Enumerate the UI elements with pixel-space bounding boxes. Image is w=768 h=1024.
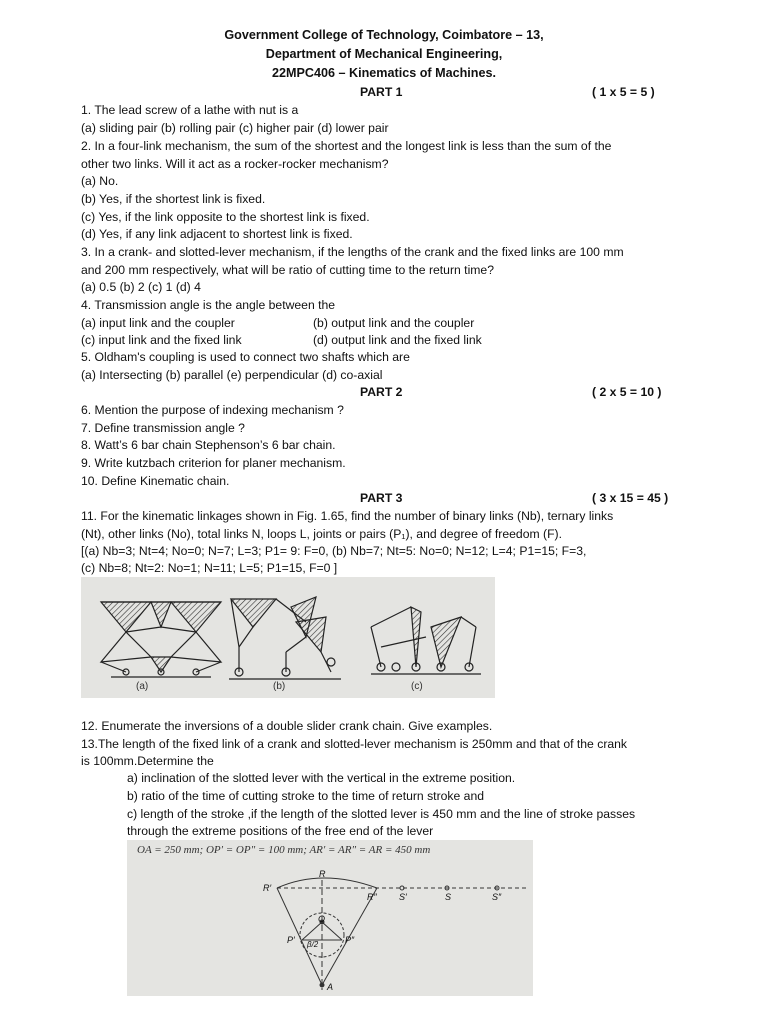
q4-option-c: (c) input link and the fixed link <box>81 333 242 347</box>
q2-option-c: (c) Yes, if the link opposite to the shortest link is fixed. <box>81 210 370 224</box>
q13-text-1: 13.The length of the fixed link of a crank and slotted-lever mechanism is 250mm and that of the crank <box>81 737 628 751</box>
q13-text-2: is 100mm.Determine the <box>81 754 214 768</box>
slotted-lever-figure <box>127 840 533 996</box>
q2-option-d: (d) Yes, if any link adjacent to shortest link is fixed. <box>81 227 353 241</box>
linkage-figure <box>81 577 495 698</box>
q8-text: 8. Watt’s 6 bar chain Stephenson’s 6 bar chain. <box>81 438 336 452</box>
q6-text: 6. Mention the purpose of indexing mechanism ? <box>81 403 344 417</box>
label-S-double-prime: S″ <box>492 892 502 902</box>
q10-text: 10. Define Kinematic chain. <box>81 474 230 488</box>
figure-label-a: (a) <box>136 681 149 692</box>
q5-text: 5. Oldham's coupling is used to connect two shafts which are <box>81 350 410 364</box>
q12-text: 12. Enumerate the inversions of a double slider crank chain. Give examples. <box>81 719 493 733</box>
q4-options-row1 <box>81 316 475 330</box>
q4-option-d: (d) output link and the fixed link <box>313 333 482 347</box>
label-S: S <box>445 892 452 902</box>
label-A: A <box>327 982 334 992</box>
course-title: 22MPC406 – Kinematics of Machines. <box>272 66 496 80</box>
part3-marks: ( 3 x 15 = 45 ) <box>592 491 669 505</box>
mechanism-drawing <box>127 840 533 996</box>
linkage-drawings <box>81 577 495 698</box>
q9-text: 9. Write kutzbach criterion for planer mechanism. <box>81 456 346 470</box>
q3-text-2: and 200 mm respectively, what will be ratio of cutting time to the return time? <box>81 263 494 277</box>
q4-options-row2 <box>81 333 482 347</box>
label-R-prime: R′ <box>263 883 272 893</box>
label-P-prime: P′ <box>287 935 295 945</box>
q11-text-2: (Nt), other links (No), total links N, loops L, joints or pairs (P₁), and degree of freedom (F). <box>81 527 562 541</box>
q4-text: 4. Transmission angle is the angle between the <box>81 298 336 312</box>
q2-option-a: (a) No. <box>81 174 119 188</box>
college-name: Government College of Technology, Coimbatore – 13, <box>224 28 544 42</box>
part1-title: PART 1 <box>360 85 403 99</box>
figure-label-c: (c) <box>411 681 423 692</box>
q3-options: (a) 0.5 (b) 2 (c) 1 (d) 4 <box>81 280 201 294</box>
q5-options: (a) Intersecting (b) parallel (e) perpendicular (d) co-axial <box>81 368 383 382</box>
q2-option-b: (b) Yes, if the shortest link is fixed. <box>81 192 266 206</box>
q13-part-b: b) ratio of the time of cutting stroke to the time of return stroke and <box>127 789 484 803</box>
part3-title: PART 3 <box>360 491 403 505</box>
q3-text-1: 3. In a crank- and slotted-lever mechanism, if the lengths of the crank and the fixed links are 100 mm <box>81 245 624 259</box>
q2-text-1: 2. In a four-link mechanism, the sum of the shortest and the longest link is less than the sum of the <box>81 139 612 153</box>
q11-answers-1: [(a) Nb=3; Nt=4; No=0; N=7; L=3; P1= 9: F=0, (b) Nb=7; Nt=5: No=0; N=12; L=4; P1=15; F=3, <box>81 544 587 558</box>
q13-part-c: c) length of the stroke ,if the length of the slotted lever is 450 mm and the line of stroke passes <box>127 807 636 821</box>
label-R-double-prime: R″ <box>367 892 377 902</box>
q4-option-a: (a) input link and the coupler <box>81 316 235 330</box>
q13-part-c-cont: through the extreme positions of the free end of the lever <box>127 824 434 838</box>
q7-text: 7. Define transmission angle ? <box>81 421 245 435</box>
label-S-prime: S′ <box>399 892 407 902</box>
q13-part-a: a) inclination of the slotted lever with the vertical in the extreme position. <box>127 771 516 785</box>
q2-text-2: other two links. Will it act as a rocker-rocker mechanism? <box>81 157 389 171</box>
label-beta-half: β/2 <box>307 940 319 949</box>
q11-answers-2: (c) Nb=8; Nt=2: No=1; N=11; L=5; P1=15, F=0 ] <box>81 561 338 575</box>
figure-caption: OA = 250 mm; OP′ = OP″ = 100 mm; AR′ = AR″ = AR = 450 mm <box>137 844 431 856</box>
figure-label-b: (b) <box>273 681 286 692</box>
part1-marks: ( 1 x 5 = 5 ) <box>592 85 655 99</box>
label-O: O <box>318 914 326 924</box>
label-R: R <box>319 869 326 879</box>
q1-options: (a) sliding pair (b) rolling pair (c) higher pair (d) lower pair <box>81 121 389 135</box>
q11-text-1: 11. For the kinematic linkages shown in Fig. 1.65, find the number of binary links (Nb), ternary links <box>81 509 614 523</box>
part2-marks: ( 2 x 5 = 10 ) <box>592 385 662 399</box>
q1-text: 1. The lead screw of a lathe with nut is a <box>81 103 299 117</box>
department-name: Department of Mechanical Engineering, <box>265 47 503 61</box>
label-P-double-prime: P″ <box>345 935 355 945</box>
q4-option-b: (b) output link and the coupler <box>313 316 475 330</box>
part2-title: PART 2 <box>360 385 403 399</box>
